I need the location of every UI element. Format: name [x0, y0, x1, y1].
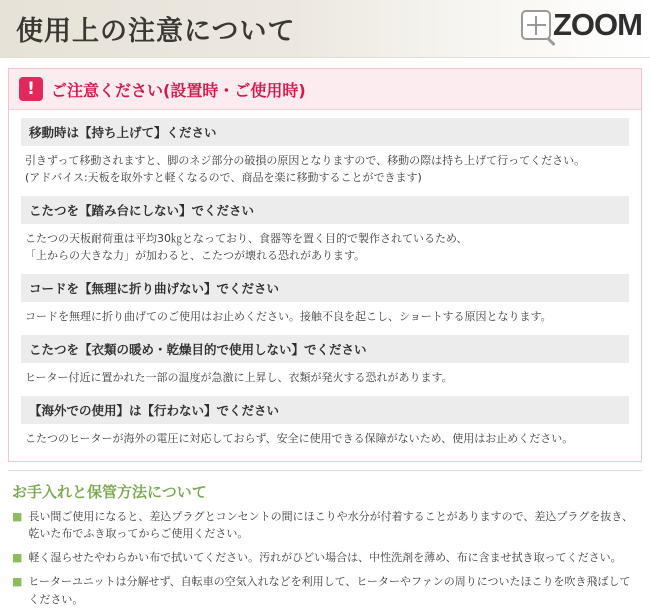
care-list [8, 508, 642, 607]
exclamation-icon: ! [19, 77, 43, 101]
caution-header [9, 69, 641, 110]
care-list-item [12, 573, 638, 607]
caution-item-lines [21, 424, 629, 447]
caution-item-title: 移動時は【持ち上げて】ください [21, 118, 629, 146]
page-header [0, 0, 650, 58]
caution-item [21, 274, 629, 325]
magnifier-icon [521, 10, 551, 40]
caution-item [21, 335, 629, 386]
caution-item [21, 396, 629, 447]
caution-item-lines [21, 224, 629, 264]
care-item-text [28, 549, 621, 566]
caution-item-line: 「上からの大きな力」が加わると、こたつが壊れる恐れがあります。 [25, 249, 366, 263]
caution-item-title: こたつを【衣類の暖め・乾燥目的で使用しない】でください [21, 335, 629, 363]
caution-panel [8, 68, 642, 462]
care-list-item [12, 508, 638, 542]
care-item-line: 長い間ご使用になると、差込プラグとコンセントの間にほこりや水分が付着することがありますので、差込プラグを抜き、 [28, 510, 633, 524]
care-item-line: 軽く湿らせたやわらかい布で拭いてください。汚れがひどい場合は、中性洗剤を薄め、布に含ませ拭き取ってください。 [28, 551, 622, 565]
care-item-text [28, 508, 633, 542]
caution-item-title: こたつを【踏み台にしない】でください [21, 196, 629, 224]
care-heading: お手入れと保管方法について [12, 483, 207, 502]
caution-item-line: ヒーター付近に置かれた一部の温度が急激に上昇し、衣類が発火する恐れがあります。 [25, 371, 453, 385]
square-bullet-icon: ■ [12, 551, 23, 565]
caution-item-line: こたつの天板耐荷重は平均30㎏となっており、食器等を置く目的で製作されているため、 [25, 232, 468, 246]
care-item-line: ヒーターユニットは分解せず、自転車の空気入れなどを利用して、ヒーターやファンの周りについたほこりを吹き飛ばしてください。 [28, 575, 631, 606]
caution-item [21, 118, 629, 186]
caution-item-title: 【海外での使用】は【行わない】でください [21, 396, 629, 424]
care-list-item [12, 549, 638, 566]
caution-item-line: こたつのヒーターが海外の電圧に対応しておらず、安全に使用できる保障がないため、使用はお止めください。 [25, 432, 574, 446]
page-title: 使用上の注意について [16, 16, 296, 47]
caution-item-title: コードを【無理に折り曲げない】でください [21, 274, 629, 302]
caution-heading: ご注意ください(設置時・ご使用時) [51, 80, 306, 100]
caution-item-line: 引きずって移動されますと、脚のネジ部分の破損の原因となりますので、移動の際は持ち上げて行ってください。 [25, 154, 586, 167]
care-item-text [28, 573, 638, 607]
caution-item-lines [21, 363, 629, 386]
zoom-logo [521, 7, 642, 43]
caution-item [21, 196, 629, 264]
care-section [8, 470, 642, 607]
square-bullet-icon: ■ [12, 510, 23, 524]
caution-body [9, 110, 641, 461]
zoom-logo-text: ZOOM [553, 7, 642, 42]
caution-item-lines [21, 302, 629, 325]
caution-item-line: コードを無理に折り曲げてのご使用はお止めください。接触不良を起こし、ショートする原因となります。 [25, 310, 552, 324]
caution-item-line: (アドバイス:天板を取外すと軽くなるので、商品を楽に移動することができます) [25, 171, 422, 185]
square-bullet-icon: ■ [12, 575, 23, 589]
care-item-line: 乾いた布でふき取ってからご使用ください。 [28, 527, 249, 541]
caution-item-lines [21, 146, 629, 186]
